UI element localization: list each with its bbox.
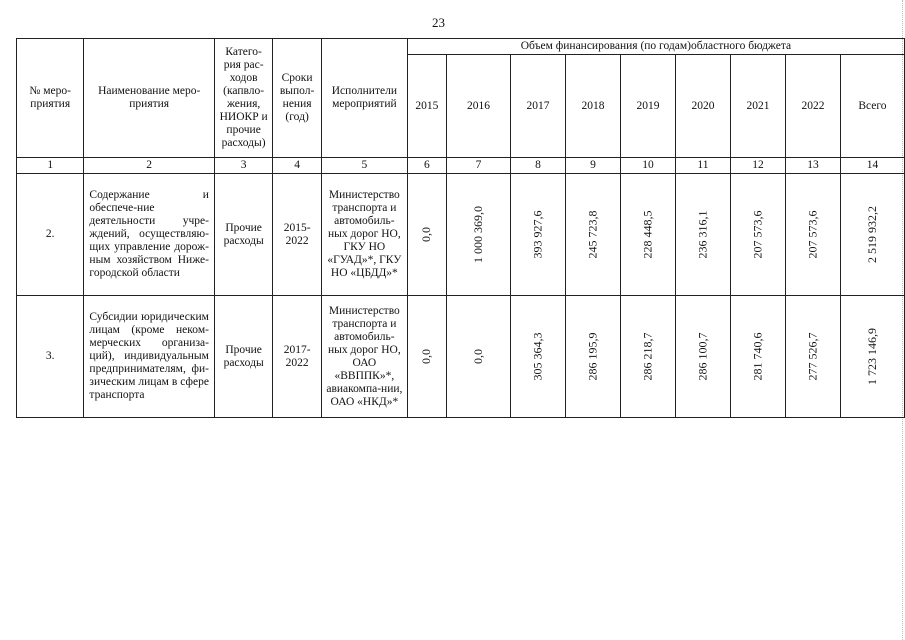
header-year: 2019: [620, 55, 675, 158]
header-funding-group: Объем финансирования (по годам)областного бюджета: [407, 39, 904, 55]
header-total: Всего: [840, 55, 904, 158]
row-num: 3.: [17, 296, 84, 418]
header-year: 2020: [675, 55, 730, 158]
column-number: 11: [675, 158, 730, 174]
column-number: 2: [84, 158, 215, 174]
financing-table: [16, 38, 905, 418]
row-total-cell: [840, 296, 904, 418]
row-value-cell: [565, 296, 620, 418]
row-value: 207 573,6: [805, 210, 820, 258]
header-executors: Исполнители мероприятий: [321, 39, 407, 158]
row-value-cell: [620, 174, 675, 296]
row-value: 245 723,8: [585, 210, 600, 258]
row-value-cell: [510, 174, 565, 296]
row-value-cell: [446, 174, 510, 296]
row-value: 286 195,9: [585, 332, 600, 380]
header-dates: Сроки выпол-нения (год): [273, 39, 322, 158]
row-value-cell: [785, 296, 840, 418]
table-row: [17, 296, 905, 418]
row-value: 228 448,5: [640, 210, 655, 258]
row-value: 0,0: [419, 226, 434, 242]
header-group-row: [17, 39, 905, 55]
row-value-cell: [510, 296, 565, 418]
column-number: 3: [214, 158, 272, 174]
column-number: 5: [321, 158, 407, 174]
row-value: 277 526,7: [805, 332, 820, 380]
row-total-cell: [840, 174, 904, 296]
header-num: № меро-приятия: [17, 39, 84, 158]
row-name: Субсидии юридическим лицам (кроме неком-мерческих организа-ций), индивидуальным предпринимателям, фи-зическим лицам в сфере транспорта: [84, 296, 215, 418]
header-year: 2022: [785, 55, 840, 158]
header-year: 2015: [407, 55, 446, 158]
row-value-cell: [675, 174, 730, 296]
row-value-cell: [565, 174, 620, 296]
row-value-cell: [730, 174, 785, 296]
row-dates: 2017-2022: [273, 296, 322, 418]
row-value-cell: [730, 296, 785, 418]
column-number: 10: [620, 158, 675, 174]
column-number: 6: [407, 158, 446, 174]
header-year: 2018: [565, 55, 620, 158]
row-value: 1 000 369,0: [470, 205, 485, 263]
column-number: 4: [273, 158, 322, 174]
row-value: 207 573,6: [750, 210, 765, 258]
header-category: Катего-рия рас-ходов (капвло-жения, НИОКР и прочие расходы): [214, 39, 272, 158]
row-dates: 2015-2022: [273, 174, 322, 296]
column-number: 12: [730, 158, 785, 174]
row-value: 236 316,1: [695, 210, 710, 258]
row-value: 393 927,6: [530, 210, 545, 258]
row-value: 0,0: [419, 348, 434, 364]
column-number: 9: [565, 158, 620, 174]
table-row: [17, 174, 905, 296]
row-value: 286 218,7: [640, 332, 655, 380]
column-number: 7: [446, 158, 510, 174]
column-number: 14: [840, 158, 904, 174]
row-value: 0,0: [470, 348, 485, 364]
column-number: 13: [785, 158, 840, 174]
row-category: Прочие расходы: [214, 296, 272, 418]
row-value-cell: [675, 296, 730, 418]
row-value: 281 740,6: [750, 332, 765, 380]
row-value-cell: [620, 296, 675, 418]
header-year: 2021: [730, 55, 785, 158]
row-value: 286 100,7: [695, 332, 710, 380]
header-name: Наименование меро-приятия: [84, 39, 215, 158]
row-executors: Министерство транспорта и автомобиль-ных дорог НО, ГКУ НО «ГУАД»*, ГКУ НО «ЦБДД»*: [321, 174, 407, 296]
row-value-cell: [446, 296, 510, 418]
row-executors: Министерство транспорта и автомобиль-ных дорог НО, ОАО «ВВППК»*, авиакомпа-нии, ОАО «НКД»*: [321, 296, 407, 418]
row-value-cell: [407, 296, 446, 418]
header-year: 2016: [446, 55, 510, 158]
column-number: 8: [510, 158, 565, 174]
column-number-row: [17, 158, 905, 174]
page-number: 23: [432, 15, 445, 30]
row-category: Прочие расходы: [214, 174, 272, 296]
row-total: 1 723 146,9: [864, 327, 879, 385]
row-value-cell: [785, 174, 840, 296]
row-num: 2.: [17, 174, 84, 296]
header-year: 2017: [510, 55, 565, 158]
row-value: 305 364,3: [530, 332, 545, 380]
column-number: 1: [17, 158, 84, 174]
row-total: 2 519 932,2: [864, 205, 879, 263]
row-name: Содержание и обеспече-ние деятельности учре-ждений, осуществляю-щих управление дорож-ным хозяйством Ниже-городской области: [84, 174, 215, 296]
row-value-cell: [407, 174, 446, 296]
